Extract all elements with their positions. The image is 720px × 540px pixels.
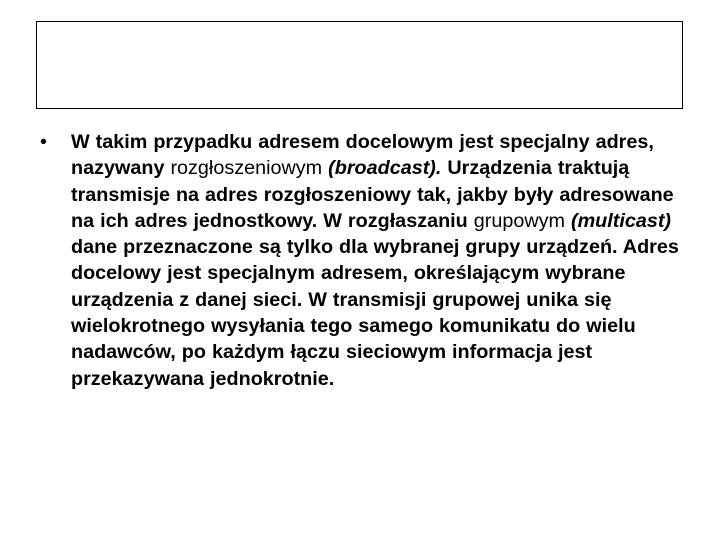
bullet-icon: •	[40, 131, 47, 153]
text-run-3: dane przeznaczone są tylko dla wybranej grupy urządzeń. Adres docelowy jest specjalnym adresem, określającym wybrane urządzenia z danej sieci. W transmisji grupowej unika się wielokrotnego wysyłania tego samego komunikatu do wielu nadawców, po każdym łączu sieciowym informacja jest przekazywana jednokrotnie.	[71, 236, 679, 390]
bullet-text	[71, 131, 679, 390]
text-run-2: Urządzenia traktują transmisje na adres rozgłoszeniowy tak, jakby były adresowane na ich adres jednostkowy. W rozgłaszaniu	[71, 157, 674, 232]
term-broadcast-en: (broadcast).	[328, 157, 442, 180]
term-multicast-en: (multicast)	[571, 209, 672, 232]
term-broadcast: rozgłoszeniowym	[170, 157, 323, 180]
text-run-1: W takim przypadku adresem docelowym jest specjalny adres, nazywany	[71, 131, 654, 180]
slide-title-placeholder	[36, 21, 683, 109]
bullet-item	[40, 129, 690, 392]
slide-body	[40, 129, 690, 392]
term-multicast: grupowym	[473, 209, 565, 232]
